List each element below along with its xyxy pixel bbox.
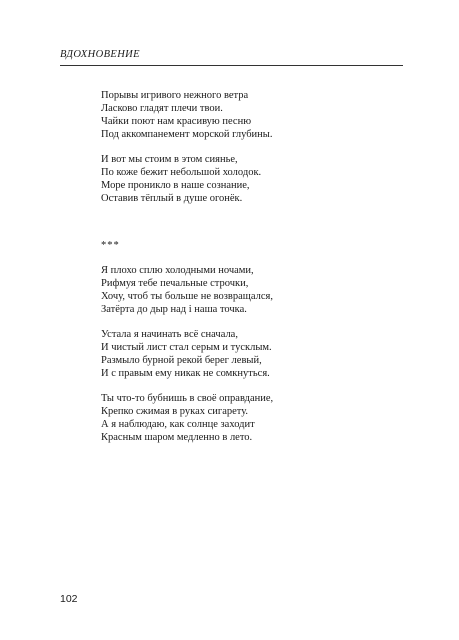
poem-line: Крепко сжимая в руках сигарету. xyxy=(101,406,249,418)
poem-line: Я плохо сплю холодными ночами, xyxy=(101,265,254,276)
poem-line: Под аккомпанемент морской глубины. xyxy=(101,128,273,140)
page-number: 102 xyxy=(60,593,78,605)
poem-2 xyxy=(101,265,273,445)
poem-1 xyxy=(101,90,272,206)
poem-line: Устала я начинать всё сначала, xyxy=(101,329,238,341)
poem-separator: *** xyxy=(101,240,120,251)
poem-line: И чистый лист стал серым и тусклым. xyxy=(101,342,272,354)
poem-line: Хочу, чтоб ты больше не возвращался, xyxy=(101,290,273,302)
poem-line: И с правым ему никак не сомкнуться. xyxy=(101,367,270,379)
poem-line: Море проникло в наше сознание, xyxy=(101,179,250,191)
stanza-1 xyxy=(101,90,272,142)
running-header: ВДОХНОВЕНИЕ xyxy=(60,49,140,60)
poem-line: Затёрта до дыр над і наша точка. xyxy=(101,303,247,315)
stanza-2 xyxy=(101,329,273,381)
stanza-1 xyxy=(101,265,273,317)
poem-line: Ласково гладят плечи твои. xyxy=(101,102,223,114)
poem-line: Порывы игривого нежного ветра xyxy=(101,90,249,101)
poem-line: Чайки поют нам красивую песню xyxy=(101,115,252,127)
header-rule xyxy=(60,65,403,66)
poem-line: Ты что-то бубнишь в своё оправдание, xyxy=(101,393,274,405)
poem-line: По коже бежит небольшой холодок. xyxy=(101,167,262,179)
poem-line: Размыло бурной рекой берег левый, xyxy=(101,354,262,366)
poem-line: А я наблюдаю, как солнце заходит xyxy=(101,419,255,431)
poem-line: И вот мы стоим в этом сиянье, xyxy=(101,154,238,166)
poem-line: Красным шаром медленно в лето. xyxy=(101,431,253,443)
stanza-2 xyxy=(101,154,272,206)
stanza-3 xyxy=(101,393,273,445)
poem-line: Рифмуя тебе печальные строчки, xyxy=(101,277,249,289)
poem-line: Оставив тёплый в душе огонёк. xyxy=(101,192,243,204)
